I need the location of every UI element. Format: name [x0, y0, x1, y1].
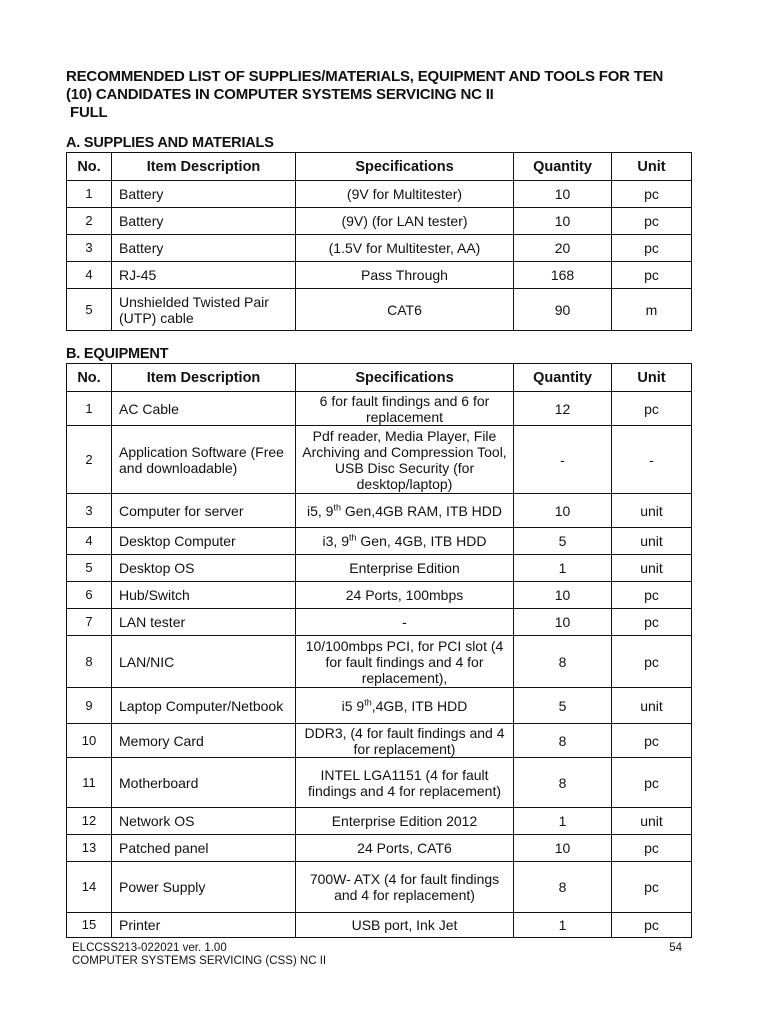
- row-quantity: 10: [514, 582, 612, 609]
- row-unit: unit: [612, 528, 692, 555]
- row-specification: i5, 9th Gen,4GB RAM, ITB HDD: [296, 494, 514, 528]
- row-unit: unit: [612, 808, 692, 835]
- table-row: [67, 808, 692, 835]
- row-no: 2: [67, 426, 112, 494]
- row-quantity: 5: [514, 528, 612, 555]
- row-description: Motherboard: [112, 758, 296, 808]
- row-unit: unit: [612, 555, 692, 582]
- row-unit: pc: [612, 235, 692, 262]
- row-unit: m: [612, 289, 692, 331]
- row-description: Network OS: [112, 808, 296, 835]
- row-specification: USB port, Ink Jet: [296, 913, 514, 938]
- table-row: [67, 289, 692, 331]
- row-quantity: 8: [514, 724, 612, 758]
- col-header-item-description: Item Description: [112, 153, 296, 181]
- table-row: [67, 724, 692, 758]
- table-row: [67, 582, 692, 609]
- row-description: Power Supply: [112, 862, 296, 913]
- row-unit: pc: [612, 913, 692, 938]
- equipment-header-row: [67, 364, 692, 392]
- col-header-unit: Unit: [612, 153, 692, 181]
- row-no: 6: [67, 582, 112, 609]
- table-row: [67, 758, 692, 808]
- row-no: 1: [67, 181, 112, 208]
- table-row: [67, 913, 692, 938]
- row-quantity: 1: [514, 913, 612, 938]
- col-header-unit: Unit: [612, 364, 692, 392]
- row-no: 10: [67, 724, 112, 758]
- page-number: 54: [669, 942, 682, 954]
- row-specification: Pass Through: [296, 262, 514, 289]
- row-specification: CAT6: [296, 289, 514, 331]
- row-no: 12: [67, 808, 112, 835]
- row-specification: 6 for fault findings and 6 for replacement: [296, 392, 514, 426]
- row-quantity: 10: [514, 835, 612, 862]
- row-description: Memory Card: [112, 724, 296, 758]
- row-description: Patched panel: [112, 835, 296, 862]
- row-specification: i5 9th,4GB, ITB HDD: [296, 688, 514, 724]
- row-specification: Pdf reader, Media Player, File Archiving and Compression Tool, USB Disc Security (for desktop/laptop): [296, 426, 514, 494]
- row-no: 14: [67, 862, 112, 913]
- row-description: LAN tester: [112, 609, 296, 636]
- row-specification: Enterprise Edition 2012: [296, 808, 514, 835]
- col-header-quantity: Quantity: [514, 364, 612, 392]
- row-no: 3: [67, 494, 112, 528]
- footer-course-title: COMPUTER SYSTEMS SERVICING (CSS) NC II: [72, 955, 327, 967]
- row-no: 13: [67, 835, 112, 862]
- table-row: [67, 609, 692, 636]
- row-unit: pc: [612, 758, 692, 808]
- row-quantity: 10: [514, 494, 612, 528]
- col-header-specifications: Specifications: [296, 364, 514, 392]
- col-header-quantity: Quantity: [514, 153, 612, 181]
- row-specification: i3, 9th Gen, 4GB, ITB HDD: [296, 528, 514, 555]
- col-header-no: No.: [67, 153, 112, 181]
- row-unit: unit: [612, 494, 692, 528]
- page-footer: [72, 942, 682, 968]
- row-description: Printer: [112, 913, 296, 938]
- row-quantity: 10: [514, 609, 612, 636]
- row-quantity: 20: [514, 235, 612, 262]
- row-description: Desktop OS: [112, 555, 296, 582]
- row-quantity: 168: [514, 262, 612, 289]
- supplies-heading: A. SUPPLIES AND MATERIALS: [66, 135, 274, 151]
- row-quantity: 10: [514, 208, 612, 235]
- row-description: Hub/Switch: [112, 582, 296, 609]
- row-quantity: 1: [514, 555, 612, 582]
- row-description: Computer for server: [112, 494, 296, 528]
- row-specification: (9V for Multitester): [296, 181, 514, 208]
- row-no: 7: [67, 609, 112, 636]
- row-description: Application Software (Free and downloadable): [112, 426, 296, 494]
- row-no: 4: [67, 262, 112, 289]
- row-unit: pc: [612, 862, 692, 913]
- table-row: [67, 555, 692, 582]
- row-quantity: 8: [514, 758, 612, 808]
- row-quantity: -: [514, 426, 612, 494]
- equipment-table: [66, 363, 692, 938]
- row-specification: 700W- ATX (4 for fault findings and 4 for replacement): [296, 862, 514, 913]
- row-no: 11: [67, 758, 112, 808]
- row-description: RJ-45: [112, 262, 296, 289]
- row-no: 5: [67, 555, 112, 582]
- row-quantity: 8: [514, 636, 612, 688]
- row-unit: pc: [612, 609, 692, 636]
- table-row: [67, 835, 692, 862]
- table-row: [67, 181, 692, 208]
- row-no: 4: [67, 528, 112, 555]
- row-unit: pc: [612, 392, 692, 426]
- row-quantity: 90: [514, 289, 612, 331]
- row-specification: 10/100mbps PCI, for PCI slot (4 for fault findings and 4 for replacement),: [296, 636, 514, 688]
- row-specification: -: [296, 609, 514, 636]
- row-description: AC Cable: [112, 392, 296, 426]
- col-header-specifications: Specifications: [296, 153, 514, 181]
- row-no: 2: [67, 208, 112, 235]
- row-unit: pc: [612, 262, 692, 289]
- supplies-header-row: [67, 153, 692, 181]
- table-row: [67, 426, 692, 494]
- row-quantity: 1: [514, 808, 612, 835]
- row-specification: DDR3, (4 for fault findings and 4 for replacement): [296, 724, 514, 758]
- row-unit: -: [612, 426, 692, 494]
- row-unit: pc: [612, 208, 692, 235]
- row-unit: pc: [612, 636, 692, 688]
- row-description: Laptop Computer/Netbook: [112, 688, 296, 724]
- row-description: Desktop Computer: [112, 528, 296, 555]
- row-no: 8: [67, 636, 112, 688]
- row-description: Battery: [112, 181, 296, 208]
- table-row: [67, 262, 692, 289]
- row-description: Battery: [112, 208, 296, 235]
- row-no: 1: [67, 392, 112, 426]
- row-unit: pc: [612, 724, 692, 758]
- table-row: [67, 688, 692, 724]
- table-row: [67, 528, 692, 555]
- row-no: 3: [67, 235, 112, 262]
- row-specification: (1.5V for Multitester, AA): [296, 235, 514, 262]
- title-line-1: RECOMMENDED LIST OF SUPPLIES/MATERIALS, EQUIPMENT AND TOOLS FOR TEN: [66, 68, 664, 85]
- table-row: [67, 494, 692, 528]
- footer-document-code: ELCCSS213-022021 ver. 1.00: [72, 942, 227, 954]
- row-specification: Enterprise Edition: [296, 555, 514, 582]
- row-description: LAN/NIC: [112, 636, 296, 688]
- title-line-2: (10) CANDIDATES IN COMPUTER SYSTEMS SERVICING NC II: [66, 86, 494, 103]
- table-row: [67, 392, 692, 426]
- title-line-3: FULL: [70, 104, 108, 121]
- table-row: [67, 636, 692, 688]
- row-specification: INTEL LGA1151 (4 for fault findings and 4 for replacement): [296, 758, 514, 808]
- row-quantity: 10: [514, 181, 612, 208]
- row-quantity: 12: [514, 392, 612, 426]
- row-no: 9: [67, 688, 112, 724]
- row-specification: 24 Ports, CAT6: [296, 835, 514, 862]
- document-title: [66, 68, 706, 122]
- col-header-no: No.: [67, 364, 112, 392]
- supplies-table: [66, 152, 692, 331]
- row-unit: pc: [612, 181, 692, 208]
- col-header-item-description: Item Description: [112, 364, 296, 392]
- row-description: Battery: [112, 235, 296, 262]
- row-specification: 24 Ports, 100mbps: [296, 582, 514, 609]
- table-row: [67, 235, 692, 262]
- row-unit: unit: [612, 688, 692, 724]
- equipment-heading: B. EQUIPMENT: [66, 346, 169, 362]
- table-row: [67, 208, 692, 235]
- row-quantity: 8: [514, 862, 612, 913]
- row-unit: pc: [612, 582, 692, 609]
- row-quantity: 5: [514, 688, 612, 724]
- row-description: Unshielded Twisted Pair (UTP) cable: [112, 289, 296, 331]
- row-specification: (9V) (for LAN tester): [296, 208, 514, 235]
- row-no: 5: [67, 289, 112, 331]
- row-no: 15: [67, 913, 112, 938]
- row-unit: pc: [612, 835, 692, 862]
- table-row: [67, 862, 692, 913]
